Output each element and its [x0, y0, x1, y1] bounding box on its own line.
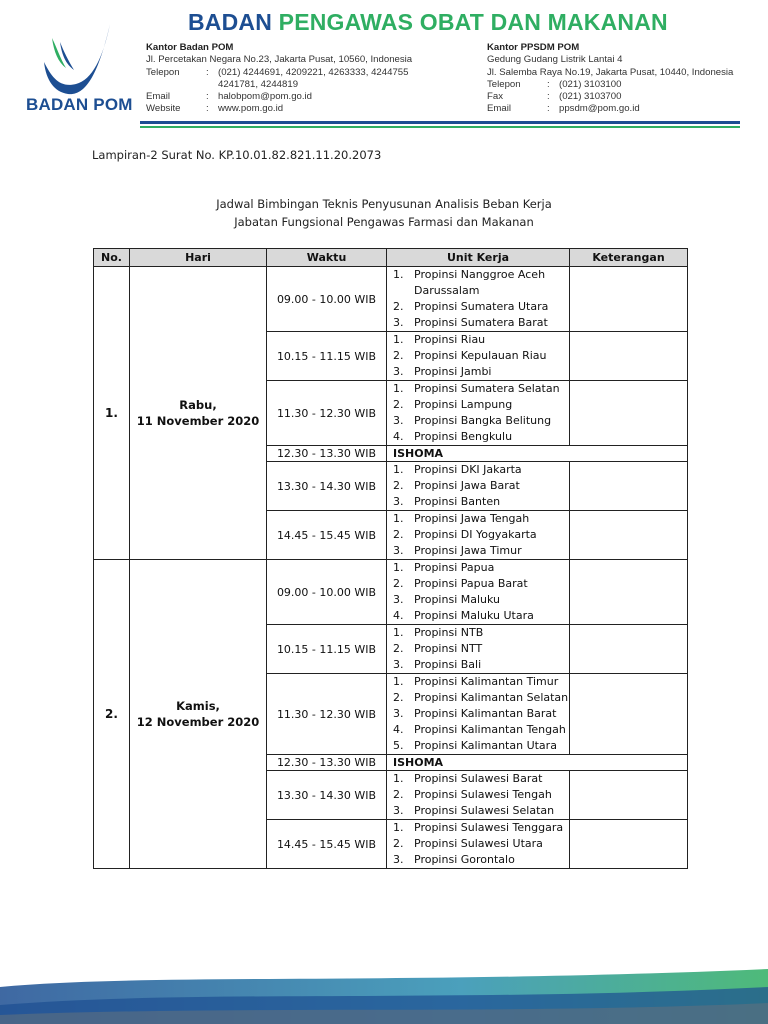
- list-number: 2.: [393, 788, 404, 801]
- phone-label: Telepon: [487, 78, 521, 90]
- list-item: [393, 543, 569, 559]
- list-item: [393, 478, 569, 494]
- province-name: Propinsi Sulawesi Tenggara: [414, 821, 564, 834]
- office-bpom-address: Jl. Percetakan Negara No.23, Jakarta Pusat, 10560, Indonesia: [146, 54, 413, 66]
- province-name: Propinsi Papua: [414, 561, 495, 574]
- list-number: 4.: [393, 430, 404, 443]
- table-row: [94, 560, 688, 625]
- phone-label: Telepon: [146, 66, 180, 78]
- province-name: Propinsi Papua Barat: [414, 577, 528, 590]
- province-name: Propinsi Sumatera Barat: [414, 316, 548, 329]
- header-no: No.: [94, 249, 130, 267]
- province-name: Propinsi Sumatera Selatan: [414, 382, 560, 395]
- list-item: [393, 429, 569, 445]
- list-item: [393, 413, 569, 429]
- list-item: [393, 820, 569, 836]
- list-item: [393, 738, 569, 754]
- colon: :: [547, 78, 550, 90]
- list-number: 2.: [393, 349, 404, 362]
- colon: :: [547, 91, 550, 103]
- office-ppsdm-phone-row: [487, 79, 733, 91]
- office-bpom-web-row: [146, 103, 412, 115]
- header-keterangan: Keterangan: [570, 249, 688, 267]
- province-name: Propinsi Kalimantan Selatan: [414, 691, 569, 704]
- list-number: 2.: [393, 642, 404, 655]
- list-number: 3.: [393, 365, 404, 378]
- list-item: [393, 787, 569, 803]
- unit-kerja-cell: [387, 332, 570, 381]
- list-number: 1.: [393, 626, 404, 639]
- header-waktu: Waktu: [267, 249, 387, 267]
- list-number: 2.: [393, 528, 404, 541]
- unit-kerja-cell: [387, 511, 570, 560]
- header-rule-blue: [140, 121, 740, 124]
- day-cell: [130, 560, 267, 869]
- list-item: [393, 836, 569, 852]
- list-item: [393, 803, 569, 819]
- office-ppsdm-phone: (021) 3103100: [559, 78, 622, 90]
- agency-name: [188, 9, 668, 36]
- agency-name-part1: BADAN: [188, 9, 273, 35]
- list-item: [393, 852, 569, 868]
- time-cell: 09.00 - 10.00 WIB: [267, 560, 387, 625]
- list-number: 1.: [393, 772, 404, 785]
- province-name: Propinsi Jawa Barat: [414, 479, 520, 492]
- list-number: 3.: [393, 853, 404, 866]
- colon: :: [206, 66, 209, 78]
- province-name: Propinsi Maluku: [414, 593, 501, 606]
- keterangan-cell: [570, 560, 688, 625]
- unit-kerja-cell: [387, 560, 570, 625]
- province-name: Propinsi Kalimantan Barat: [414, 707, 557, 720]
- list-item: [393, 527, 569, 543]
- list-number: 1.: [393, 333, 404, 346]
- schedule-table: [93, 248, 688, 869]
- list-item: [393, 267, 569, 299]
- header-unit-kerja: Unit Kerja: [387, 249, 570, 267]
- list-number: 3.: [393, 707, 404, 720]
- province-name: Propinsi Sulawesi Utara: [414, 837, 543, 850]
- unit-kerja-cell: [387, 820, 570, 869]
- header-rule-green: [140, 126, 740, 128]
- office-ppsdm-address1: Gedung Gudang Listrik Lantai 4: [487, 54, 623, 66]
- keterangan-cell: [570, 332, 688, 381]
- time-cell: 11.30 - 12.30 WIB: [267, 674, 387, 755]
- list-number: 2.: [393, 479, 404, 492]
- list-item: [393, 771, 569, 787]
- office-bpom-phone2-row: [146, 79, 412, 91]
- list-number: 3.: [393, 804, 404, 817]
- office-bpom-phone: (021) 4244691, 4209221, 4263333, 4244755: [218, 66, 409, 78]
- agency-name-part2: PENGAWAS OBAT DAN MAKANAN: [278, 9, 668, 35]
- province-name: Propinsi Sulawesi Barat: [414, 772, 543, 785]
- schedule-title-line2: Jabatan Fungsional Pengawas Farmasi dan Makanan: [234, 215, 534, 229]
- time-cell: 11.30 - 12.30 WIB: [267, 381, 387, 446]
- list-number: 3.: [393, 414, 404, 427]
- row-number: 2.: [94, 560, 130, 869]
- office-bpom-website: www.pom.go.id: [218, 103, 284, 115]
- office-ppsdm-email-row: [487, 103, 733, 115]
- province-name: Propinsi Sulawesi Selatan: [414, 804, 555, 817]
- province-name: Propinsi Bengkulu: [414, 430, 513, 443]
- office-bpom: [146, 42, 412, 116]
- office-bpom-email: halobpom@pom.go.id: [218, 91, 313, 103]
- list-item: [393, 494, 569, 510]
- list-item: [393, 690, 569, 706]
- header-hari: Hari: [130, 249, 267, 267]
- province-name: Propinsi Kalimantan Timur: [414, 675, 559, 688]
- office-ppsdm-fax: (021) 3103700: [559, 91, 622, 103]
- province-name: Propinsi Kalimantan Utara: [414, 739, 557, 752]
- time-cell: 14.45 - 15.45 WIB: [267, 820, 387, 869]
- office-bpom-title: Kantor Badan POM: [146, 42, 234, 53]
- time-cell: 10.15 - 11.15 WIB: [267, 332, 387, 381]
- province-name: Propinsi Gorontalo: [414, 853, 515, 866]
- unit-list: [393, 560, 569, 624]
- unit-list: [393, 381, 569, 445]
- break-cell: ISHOMA: [387, 446, 688, 462]
- time-cell: 13.30 - 14.30 WIB: [267, 462, 387, 511]
- unit-kerja-cell: [387, 674, 570, 755]
- list-number: 2.: [393, 577, 404, 590]
- time-cell: 10.15 - 11.15 WIB: [267, 625, 387, 674]
- list-item: [393, 348, 569, 364]
- office-ppsdm-fax-row: [487, 91, 733, 103]
- keterangan-cell: [570, 771, 688, 820]
- time-cell: 14.45 - 15.45 WIB: [267, 511, 387, 560]
- list-item: [393, 592, 569, 608]
- list-item: [393, 576, 569, 592]
- fax-label: Fax: [487, 91, 503, 103]
- list-number: 1.: [393, 382, 404, 395]
- province-name: Propinsi Bangka Belitung: [414, 414, 552, 427]
- table-header-row: [94, 249, 688, 267]
- office-ppsdm-title: Kantor PPSDM POM: [487, 42, 580, 53]
- list-item: [393, 657, 569, 673]
- keterangan-cell: [570, 267, 688, 332]
- colon: :: [547, 103, 550, 115]
- province-name: Propinsi Banten: [414, 495, 501, 508]
- list-number: 3.: [393, 658, 404, 671]
- unit-list: [393, 771, 569, 819]
- list-number: 4.: [393, 609, 404, 622]
- time-cell: 09.00 - 10.00 WIB: [267, 267, 387, 332]
- province-name: Propinsi Jawa Tengah: [414, 512, 530, 525]
- unit-kerja-cell: [387, 267, 570, 332]
- schedule-body: [94, 267, 688, 869]
- unit-kerja-cell: [387, 771, 570, 820]
- office-bpom-phone-row: [146, 67, 412, 79]
- province-name: Propinsi Kalimantan Tengah: [414, 723, 566, 736]
- province-name: Propinsi Sulawesi Tengah: [414, 788, 552, 801]
- list-item: [393, 625, 569, 641]
- list-item: [393, 706, 569, 722]
- time-cell: 12.30 - 13.30 WIB: [267, 446, 387, 462]
- province-name: Propinsi Jambi: [414, 365, 492, 378]
- unit-list: [393, 267, 569, 331]
- province-name: Propinsi DKI Jakarta: [414, 463, 522, 476]
- unit-kerja-cell: [387, 462, 570, 511]
- province-name: Propinsi Lampung: [414, 398, 513, 411]
- day-date: 12 November 2020: [136, 715, 260, 729]
- letterhead: [0, 0, 768, 130]
- letter-reference: Lampiran-2 Surat No. KP.10.01.82.821.11.20.2073: [92, 148, 382, 162]
- list-number: 2.: [393, 398, 404, 411]
- list-number: 2.: [393, 300, 404, 313]
- list-item: [393, 381, 569, 397]
- schedule-title-line1: Jadwal Bimbingan Teknis Penyusunan Analisis Beban Kerja: [216, 197, 552, 211]
- keterangan-cell: [570, 381, 688, 446]
- unit-list: [393, 674, 569, 754]
- list-item: [393, 397, 569, 413]
- list-number: 3.: [393, 593, 404, 606]
- province-name: Propinsi DI Yogyakarta: [414, 528, 537, 541]
- list-number: 2.: [393, 837, 404, 850]
- province-name: Propinsi Maluku Utara: [414, 609, 534, 622]
- table-row: [94, 267, 688, 332]
- office-bpom-email-row: [146, 91, 412, 103]
- unit-list: [393, 462, 569, 510]
- list-item: [393, 608, 569, 624]
- unit-list: [393, 820, 569, 868]
- list-item: [393, 722, 569, 738]
- list-number: 1.: [393, 675, 404, 688]
- list-number: 5.: [393, 739, 404, 752]
- list-number: 1.: [393, 463, 404, 476]
- list-item: [393, 364, 569, 380]
- list-item: [393, 641, 569, 657]
- province-name: Propinsi NTB: [414, 626, 484, 639]
- unit-kerja-cell: [387, 381, 570, 446]
- office-ppsdm: [487, 42, 733, 116]
- list-number: 1.: [393, 561, 404, 574]
- list-number: 2.: [393, 691, 404, 704]
- day-name: Kamis,: [176, 699, 220, 713]
- email-label: Email: [487, 103, 511, 115]
- colon: :: [206, 91, 209, 103]
- office-ppsdm-email: ppsdm@pom.go.id: [559, 103, 640, 115]
- list-item: [393, 560, 569, 576]
- keterangan-cell: [570, 462, 688, 511]
- keterangan-cell: [570, 511, 688, 560]
- email-label: Email: [146, 91, 170, 103]
- list-number: 3.: [393, 544, 404, 557]
- province-name: Propinsi NTT: [414, 642, 483, 655]
- province-name: Propinsi Riau: [414, 333, 486, 346]
- province-name: Propinsi Nanggroe Aceh Darussalam: [414, 268, 546, 297]
- list-item: [393, 332, 569, 348]
- list-number: 1.: [393, 821, 404, 834]
- unit-list: [393, 332, 569, 380]
- keterangan-cell: [570, 625, 688, 674]
- province-name: Propinsi Jawa Timur: [414, 544, 522, 557]
- list-number: 1.: [393, 512, 404, 525]
- keterangan-cell: [570, 820, 688, 869]
- province-name: Propinsi Sumatera Utara: [414, 300, 549, 313]
- time-cell: 13.30 - 14.30 WIB: [267, 771, 387, 820]
- logo-text: BADAN POM: [26, 95, 133, 114]
- day-date: 11 November 2020: [136, 414, 260, 428]
- time-cell: 12.30 - 13.30 WIB: [267, 755, 387, 771]
- list-item: [393, 511, 569, 527]
- footer-wave-decoration: [0, 965, 768, 1024]
- unit-list: [393, 511, 569, 559]
- list-item: [393, 674, 569, 690]
- day-cell: [130, 267, 267, 560]
- keterangan-cell: [570, 674, 688, 755]
- colon: :: [206, 103, 209, 115]
- list-item: [393, 462, 569, 478]
- break-cell: ISHOMA: [387, 755, 688, 771]
- row-number: 1.: [94, 267, 130, 560]
- office-ppsdm-address2: Jl. Salemba Raya No.19, Jakarta Pusat, 10440, Indonesia: [487, 66, 734, 78]
- province-name: Propinsi Bali: [414, 658, 482, 671]
- website-label: Website: [146, 103, 181, 115]
- list-number: 3.: [393, 316, 404, 329]
- unit-kerja-cell: [387, 625, 570, 674]
- list-number: 4.: [393, 723, 404, 736]
- province-name: Propinsi Kepulauan Riau: [414, 349, 547, 362]
- office-bpom-phone2: 4241781, 4244819: [218, 78, 299, 90]
- day-name: Rabu,: [179, 398, 217, 412]
- unit-list: [393, 625, 569, 673]
- list-item: [393, 315, 569, 331]
- list-item: [393, 299, 569, 315]
- list-number: 1.: [393, 268, 404, 281]
- list-number: 3.: [393, 495, 404, 508]
